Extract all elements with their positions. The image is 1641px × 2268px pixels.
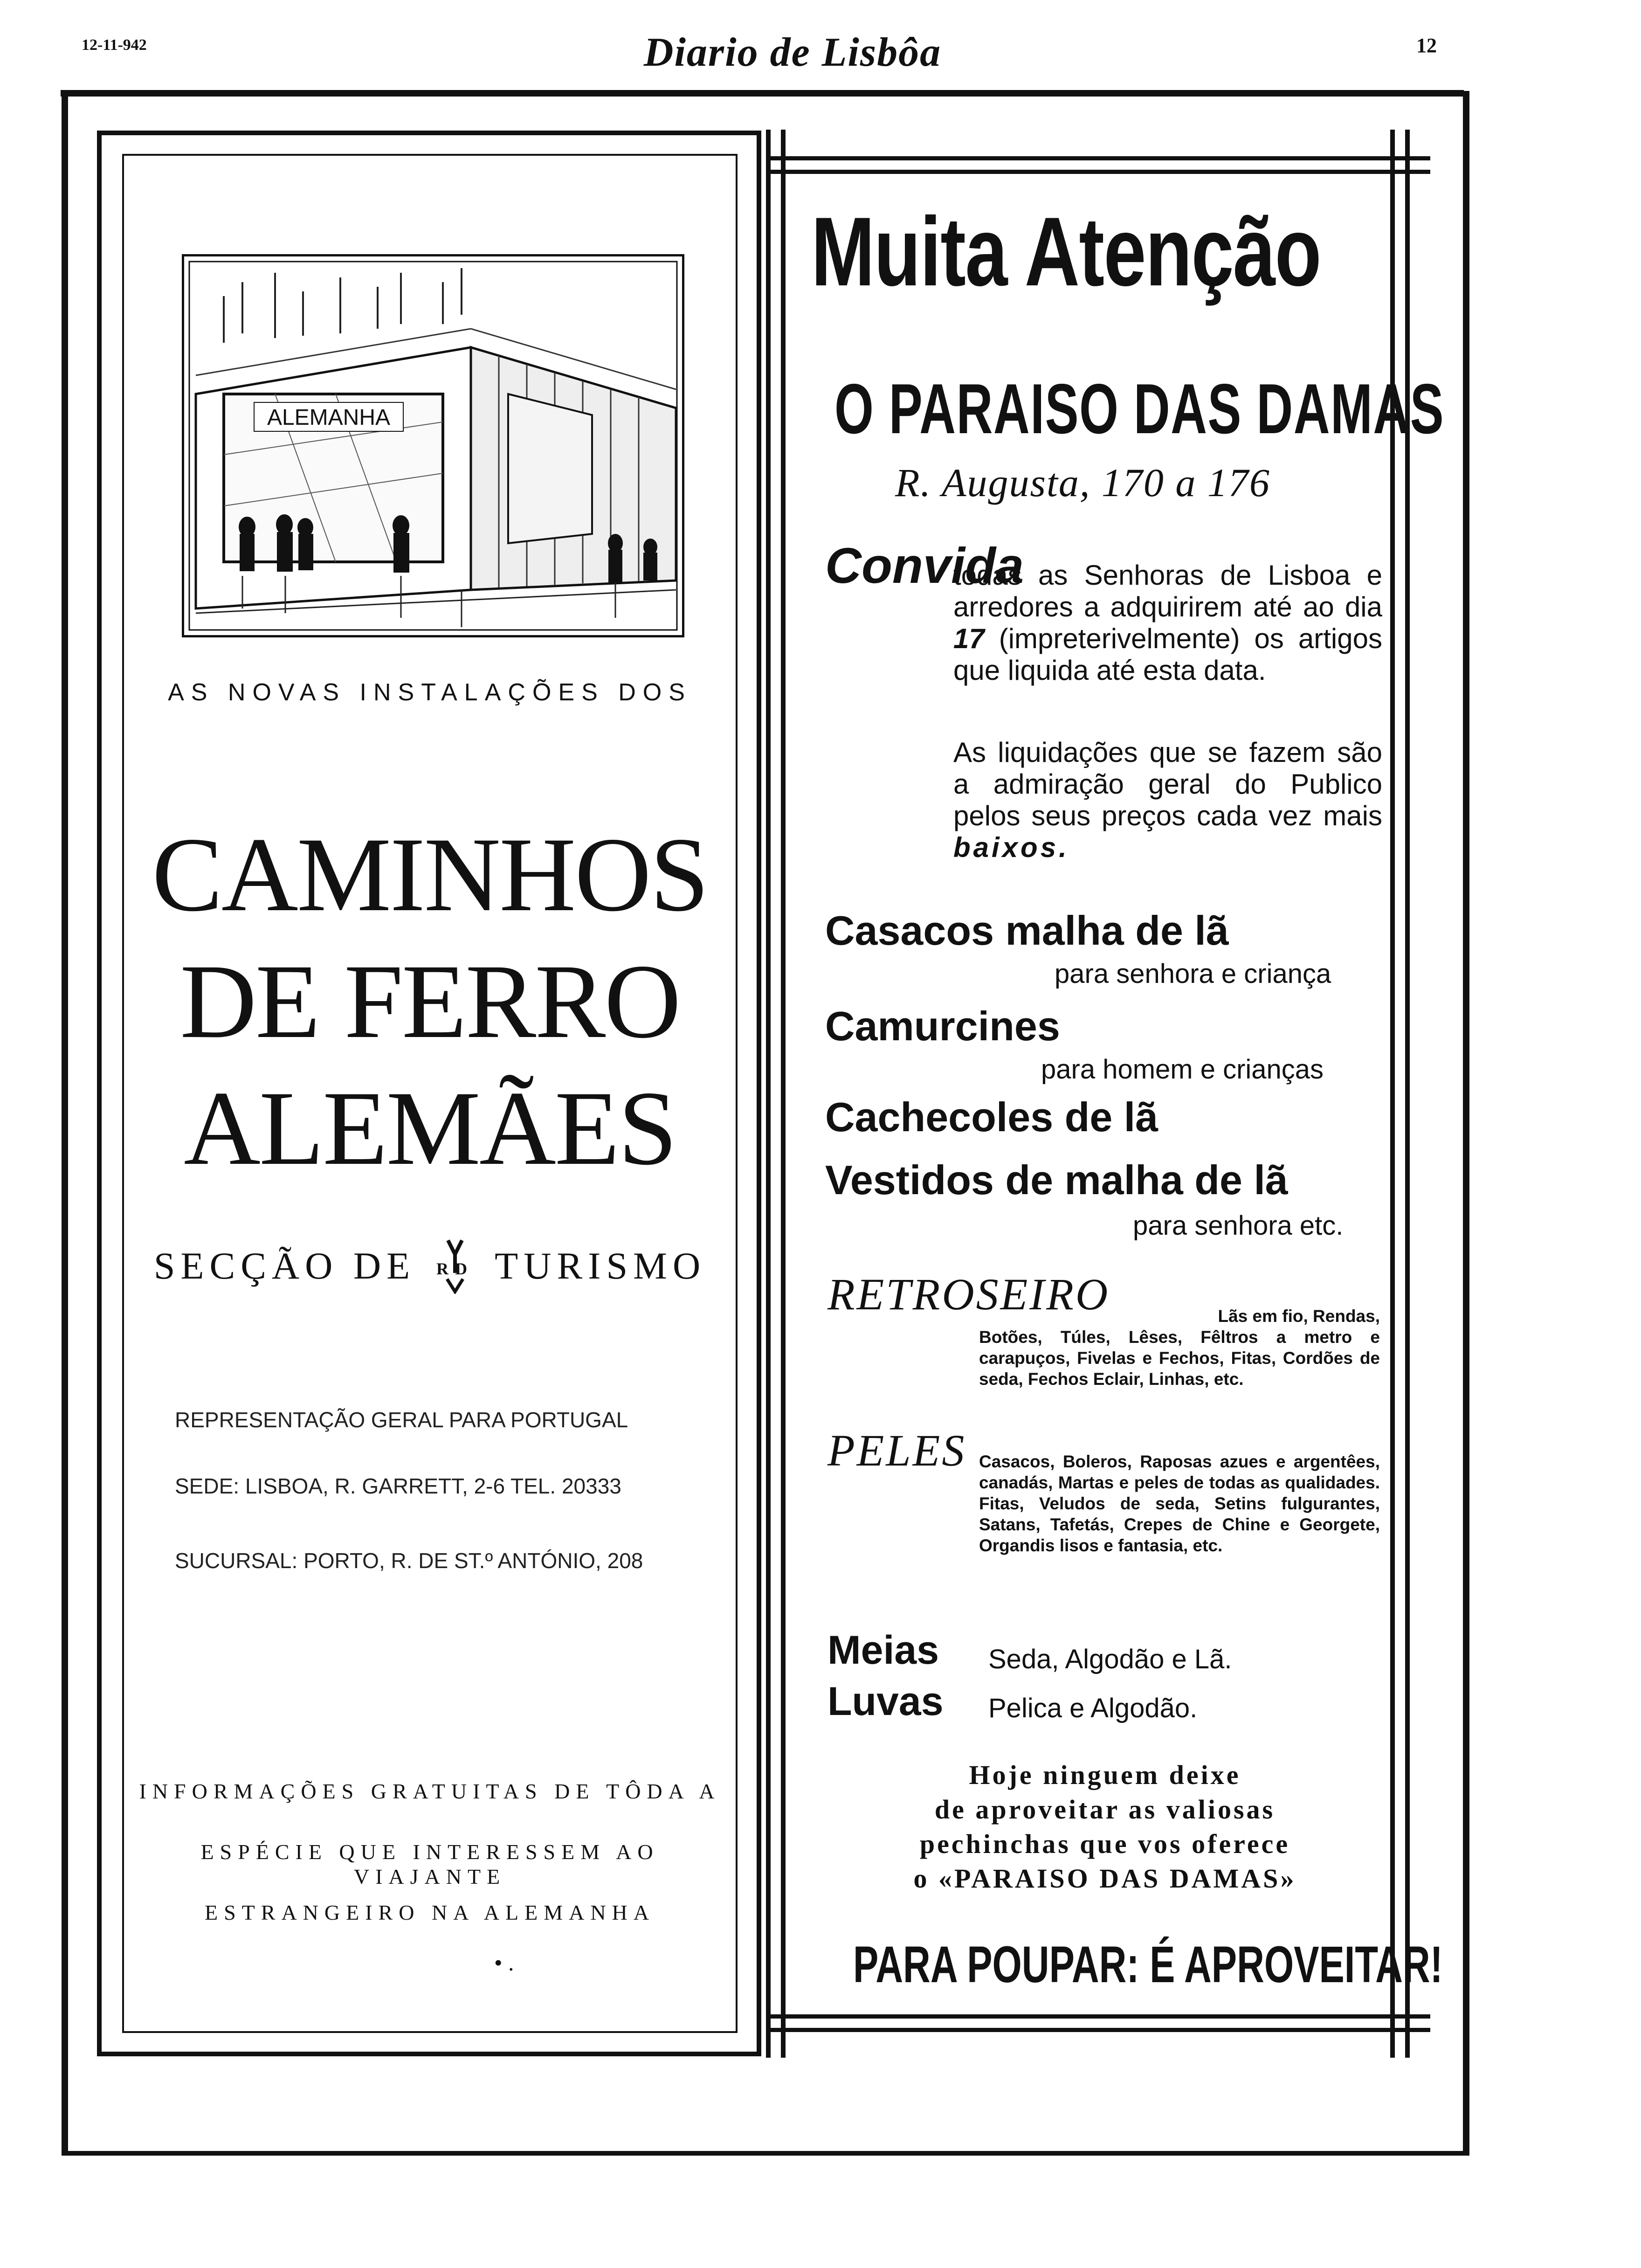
representation-line: REPRESENTAÇÃO GERAL PARA PORTUGAL: [175, 1408, 628, 1432]
haberdashery-first-line: Lãs em fio, Rendas,: [1218, 1307, 1380, 1326]
invite-day: 17: [953, 623, 985, 654]
product-note: para senhora e criança: [1055, 959, 1331, 989]
store-ad-bottom-border: [766, 2014, 1430, 2032]
issue-date: 12-11-942: [82, 36, 147, 54]
railway-office-illustration: [182, 254, 684, 637]
product-name: Vestidos de malha de lã: [825, 1157, 1288, 1203]
closing-line-4: o «PARAISO DAS DAMAS»: [913, 1863, 1296, 1894]
product-note: para homem e crianças: [1041, 1054, 1324, 1085]
liquidation-paragraph: [953, 737, 1382, 864]
stockings-materials: Seda, Algodão e Lã.: [988, 1644, 1232, 1674]
store-ad-top-border: [766, 156, 1430, 174]
store-headline: Muita Atenção: [811, 197, 1321, 306]
tourism-section: [122, 1238, 738, 1294]
section-label-right: TURISMO: [495, 1245, 706, 1287]
stockings-heading: Meias: [827, 1628, 939, 1673]
closing-line-3: pechinchas que vos oferece: [919, 1829, 1290, 1859]
section-label-left: SECÇÃO DE: [153, 1245, 416, 1287]
gloves-materials: Pelica e Algodão.: [988, 1693, 1198, 1723]
headline-line-3: ALEMÃES: [184, 1070, 676, 1187]
store-slogan: PARA POUPAR: É APROVEITAR!: [853, 1936, 1443, 1993]
closing-line-2: de aproveitar as valiosas: [934, 1794, 1276, 1825]
product-name: Casacos malha de lã: [825, 907, 1229, 954]
headline-line-1: CAMINHOS: [152, 816, 708, 933]
product-note: para senhora etc.: [1133, 1210, 1344, 1241]
page-number: 12: [1416, 34, 1437, 57]
newspaper-title: Diario de Lisbôa: [643, 30, 942, 75]
furs-list: Casacos, Boleros, Raposas azues e argentêes, canadás, Martas e peles de todas as qualidades. Fitas, Veludos de seda, Setins fulgurantes, Satans, Tafetás, Crepes de Chine e Georgete, Organdis lisos e fantasia, etc.: [979, 1452, 1380, 1555]
closing-message: [825, 1758, 1385, 1896]
store-address: R. Augusta, 170 a 176: [895, 460, 1270, 505]
info-line-3: ESTRANGEIRO NA ALEMANHA: [205, 1901, 655, 1924]
headline-line-2: DE FERRO: [180, 943, 680, 1060]
haberdashery-heading: RETROSEIRO: [827, 1269, 1110, 1319]
invite-paragraph: [953, 560, 1382, 686]
info-line-2: ESPÉCIE QUE INTERESSEM AO VIAJANTE: [200, 1840, 659, 1888]
product-name: Cachecoles de lã: [825, 1094, 1158, 1140]
liquidation-text: As liquidações que se fazem são a admiração geral do Publico pelos seus preços cada vez mais: [953, 737, 1382, 831]
store-name: O PARAISO DAS DAMAS: [834, 369, 1445, 449]
invite-text-before: todas as Senhoras de Lisboa e arredores a adquirirem até ao dia: [953, 560, 1382, 622]
haberdashery-list: [979, 1306, 1380, 1390]
ad-intro-text: AS NOVAS INSTALAÇÕES DOS: [168, 679, 692, 706]
liquidation-emphasis: baixos.: [953, 832, 1069, 863]
building-sign-text: ALEMANHA: [267, 405, 391, 430]
product-name: Camurcines: [825, 1003, 1060, 1049]
invite-text-after: (impreterivelmente) os artigos que liquida até esta data.: [953, 623, 1382, 686]
rdv-emblem-icon: [429, 1238, 481, 1294]
furs-heading: PELES: [827, 1425, 966, 1475]
invite-heading: Convida: [825, 537, 1024, 594]
store-ad-left-border: [766, 130, 786, 2058]
railway-headline: [122, 811, 738, 1192]
ornament: • .: [494, 1950, 514, 1976]
info-line-1: INFORMAÇÕES GRATUITAS DE TÔDA A: [139, 1779, 721, 1803]
emblem-letters: RD: [436, 1259, 474, 1278]
closing-line-1: Hoje ninguem deixe: [969, 1760, 1241, 1790]
gloves-heading: Luvas: [827, 1679, 944, 1724]
haberdashery-items: Botões, Túles, Lêses, Fêltros a metro e carapuços, Fivelas e Fechos, Fitas, Cordões de seda, Fechos Eclair, Linhas, etc.: [979, 1328, 1380, 1389]
branch-address: SUCURSAL: PORTO, R. DE ST.º ANTÓNIO, 208: [175, 1549, 643, 1573]
head-office-address: SEDE: LISBOA, R. GARRETT, 2-6 TEL. 20333: [175, 1474, 621, 1498]
